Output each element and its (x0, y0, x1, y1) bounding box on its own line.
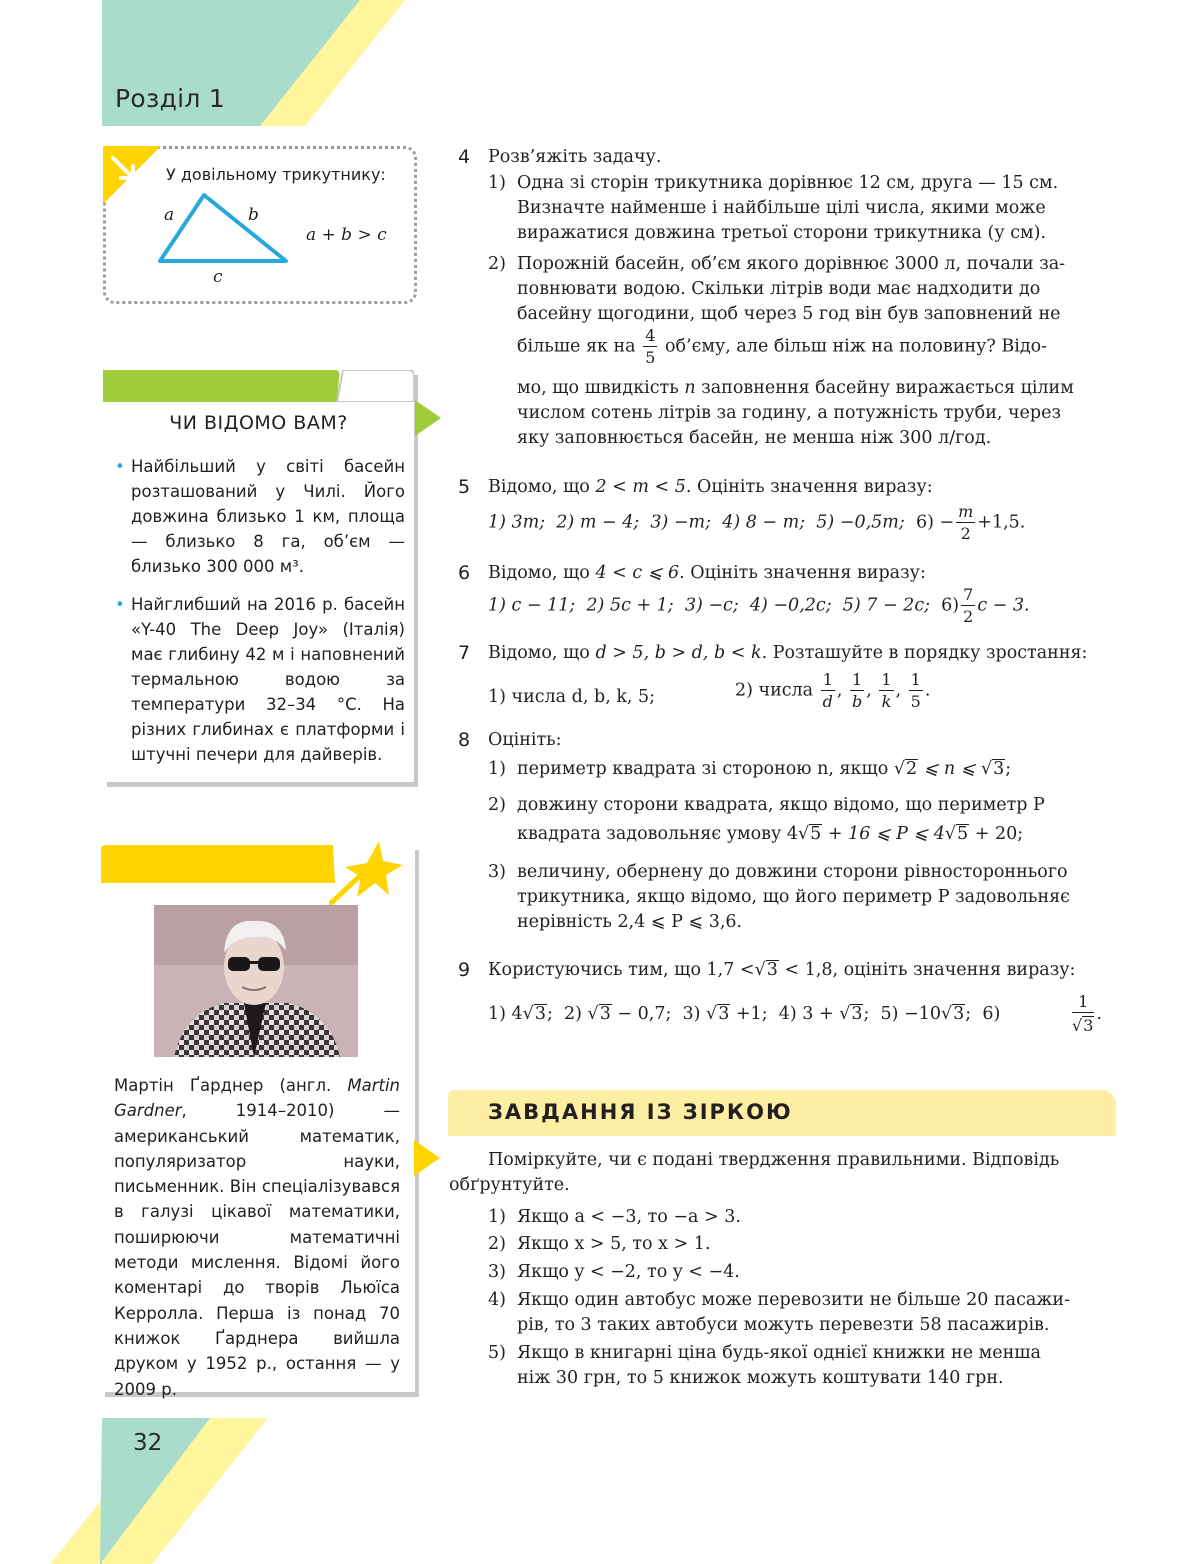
task-text: числом сотень літрів за годину, а потужність труби, через (517, 403, 1062, 423)
star-task-intro: обґрунтуйте. (449, 1175, 570, 1195)
fact-item: • Найбільший у світі басейн розташований у Чилі. Його довжина близько 1 км, площа — близько 8 га, об’єм — близько 300 000 м³. (115, 457, 405, 576)
statement: ніж 30 грн, то 5 книжок можуть коштувати 140 грн. (517, 1368, 1004, 1388)
triangle-note (103, 146, 417, 304)
statement: Якщо один автобус може перевозити не більше 20 пасажи- (517, 1290, 1070, 1310)
task-text: виражатися довжина третьої сторони трикутника (у см). (517, 223, 1047, 243)
triangle-figure (152, 189, 302, 269)
fraction-one-over-root3: $\frac{1}{√3}$ . (1072, 992, 1102, 1035)
task-text: повнювати водою. Скільки літрів води має надходити до (517, 279, 1041, 299)
task-item: 2) числа $\frac{1}{d}$ , $\frac{1}{b}$ , $\frac{1}{k}$ , $\frac{1}{5}$ . (735, 670, 931, 711)
task-text: Визначте найменше і найбільше цілі числа, якими може (517, 198, 1046, 218)
facts-header-bar (103, 370, 414, 402)
statement: Якщо x > 5, то x > 1. (517, 1234, 711, 1254)
side-b-label: b (248, 205, 259, 225)
task-text: трикутника, якщо відомо, що його периметр P задовольняє (517, 887, 1070, 907)
triangle-heading: У довільному трикутнику: (166, 165, 386, 184)
task-intro: Розв’яжіть задачу. (488, 147, 662, 167)
task-number: 9 (458, 959, 471, 981)
item-label: 2) (488, 1234, 506, 1254)
did-you-know-box (103, 370, 414, 782)
biography-box (101, 845, 415, 1399)
task-number: 6 (458, 562, 471, 584)
facts-heading: ЧИ ВІДОМО ВАМ? (169, 412, 348, 434)
task-items-line: 1) 3m; 2) m − 4; 3) −m; 4) 8 − m; 5) −0,5m; 6) − $\frac{m}{2}$ +1,5. (488, 502, 1026, 543)
fact-item: • Найглибший на 2016 р. басейн «Y-40 The Deep Joy» (Італія) має глибину 42 м і наповнений термальною водою за температури 32–34 °С. На різних глибинах є платформи і штучні печери для дайверів. (115, 595, 405, 764)
task-intro: Користуючись тим, що 1,7 <√3 < 1,8, оцініть значення виразу: (488, 960, 1076, 980)
task-intro: Відомо, що 4 < c ⩽ 6. Оцініть значення виразу: (488, 563, 926, 583)
star-task-title: ЗАВДАННЯ ІЗ ЗІРКОЮ (488, 1100, 793, 1124)
item-label: 4) (488, 1290, 506, 1310)
side-a-label: a (164, 205, 175, 225)
item-label: 1) (488, 759, 506, 779)
portrait-photo (154, 905, 358, 1057)
statement: рів, то 3 таких автобуси можуть перевезти 58 пасажирів. (517, 1315, 1050, 1335)
task-text-line: квадрата задовольняє умову 4√5 + 16 ⩽ P ⩽ 4√5 + 20; (517, 824, 1024, 844)
task-text: величину, обернену до довжини сторони рівностороннього (517, 862, 1068, 882)
item-label: 3) (488, 862, 506, 882)
task-number: 4 (458, 146, 471, 168)
item-label: 3) (488, 1262, 506, 1282)
section-title: Розділ 1 (115, 84, 226, 113)
statement: Якщо a < −3, то −a > 3. (517, 1207, 741, 1227)
statement: Якщо в книгарні ціна будь-якої однієї книжки не менша (517, 1343, 1041, 1363)
task-text-line: мо, що швидкість n заповнення басейну виражається цілим (517, 378, 1074, 398)
side-c-label: c (213, 267, 223, 287)
task-intro: Відомо, що d > 5, b > d, b < k. Розташуйте в порядку зростання: (488, 643, 1088, 663)
star-task-header (448, 1090, 1116, 1136)
page-number: 32 (133, 1430, 163, 1456)
triangle-inequality: a + b > c (306, 225, 387, 245)
star-task-pointer (414, 1140, 440, 1176)
item-label: 1) (488, 173, 506, 193)
task-items-line: 1) c − 11; 2) 5c + 1; 3) −c; 4) −0,2c; 5) 7 − 2c; 6) $\frac{7}{2}$ c − 3. (488, 585, 1030, 626)
task-number: 8 (458, 729, 471, 751)
task-text: Одна зі сторін трикутника дорівнює 12 см, друга — 15 см. (517, 173, 1059, 193)
task-items-line: 1) 4√3; 2) √3 − 0,7; 3) √3 +1; 4) 3 + √3; 5) −10√3; 6) (488, 1004, 1001, 1024)
task-text: басейну щогодини, щоб через 5 год він був заповнений не (517, 304, 1061, 324)
task-number: 5 (458, 476, 471, 498)
task-text: довжину сторони квадрата, якщо відомо, що периметр P (517, 795, 1045, 815)
task-text-line: більше як на $\frac{4}{5}$ об’єму, але більш ніж на половину? Відо- (517, 326, 1048, 367)
task-text-line: периметр квадрата зі стороною n, якщо √2 ⩽ n ⩽ √3; (517, 759, 1012, 779)
task-item: 1) числа d, b, k, 5; (488, 687, 656, 707)
item-label: 5) (488, 1343, 506, 1363)
task-text: нерівність 2,4 ⩽ P ⩽ 3,6. (517, 912, 743, 932)
task-text: яку заповнюється басейн, не менша ніж 300 л/год. (517, 428, 992, 448)
task-number: 7 (458, 642, 471, 664)
item-label: 1) (488, 1207, 506, 1227)
task-intro: Оцініть: (488, 730, 562, 750)
task-text: Порожній басейн, об’єм якого дорівнює 3000 л, почали за- (517, 254, 1066, 274)
star-task-intro: Поміркуйте, чи є подані твердження правильними. Відповідь (488, 1150, 1060, 1170)
task-intro: Відомо, що 2 < m < 5. Оцініть значення виразу: (488, 477, 933, 497)
facts-pointer (415, 400, 441, 436)
star-icon (329, 839, 409, 909)
item-label: 2) (488, 254, 506, 274)
statement: Якщо y < −2, то y < −4. (517, 1262, 740, 1282)
biography-text: Мартін Ґарднер (англ. Martin Gardner, 1914–2010) — американський математик, популяризатор науки, письменник. Він спеціалізувався в галузі цікавої математики, поширюючи математичні методи мислення. Відомі його коментарі до творів Льюїса Керролла. Перша із понад 70 книжок Ґарднера вийшла друком у 1952 р., остання — у 2009 р. (114, 1076, 400, 1399)
item-label: 2) (488, 795, 506, 815)
